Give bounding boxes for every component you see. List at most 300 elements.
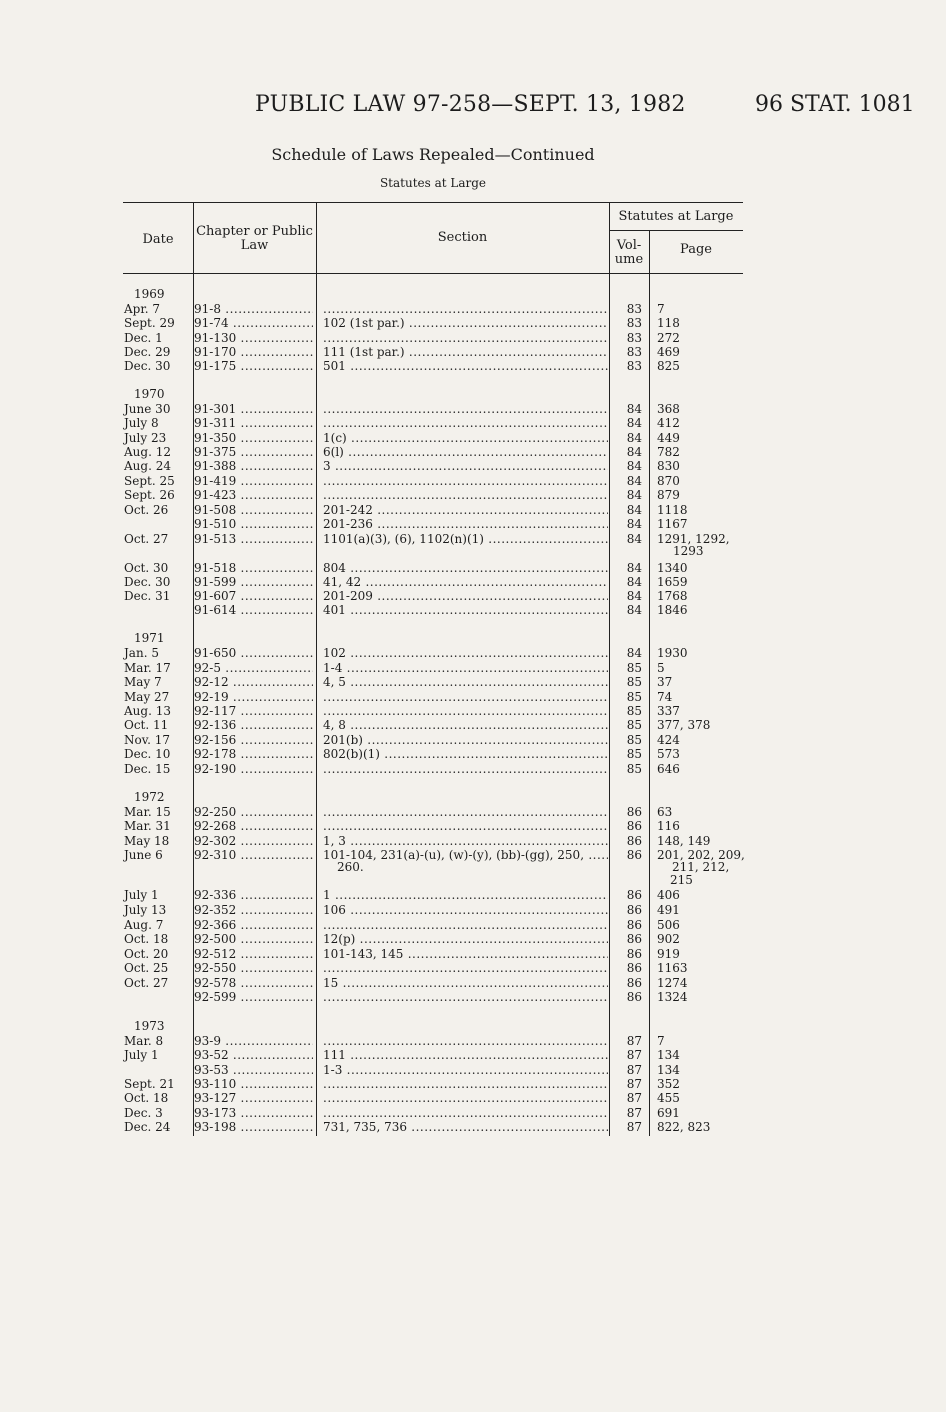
row-law: 92-578 ..... — [194, 976, 313, 990]
row-section — [323, 819, 608, 833]
table-row — [0, 718, 946, 732]
row-law: 93-52 ..... — [194, 1048, 313, 1062]
table-row — [0, 589, 946, 603]
row-section: 201-236 ..... — [323, 517, 608, 531]
row-section: 12(p) ..... — [323, 932, 608, 946]
row-section: 102 ..... — [323, 646, 608, 660]
col-section-header: Section — [437, 230, 488, 245]
row-volume: 86 — [626, 903, 642, 917]
row-page: 1340 — [657, 561, 688, 575]
row-law: 92-5 ..... — [194, 661, 313, 675]
row-volume: 84 — [626, 416, 642, 430]
table-row — [0, 431, 946, 445]
row-date: Sept. 25 — [124, 474, 175, 488]
row-section: 4, 5 ..... — [323, 675, 608, 689]
row-section: 41, 42 ..... — [323, 575, 608, 589]
table-row — [0, 918, 946, 932]
table-row — [0, 888, 946, 902]
row-law: 91-311 ..... — [194, 416, 313, 430]
table-row — [0, 733, 946, 747]
row-date: Dec. 1 — [124, 331, 163, 345]
row-volume: 85 — [626, 704, 642, 718]
row-date: Aug. 13 — [124, 704, 171, 718]
row-law: 91-350 ..... — [194, 431, 313, 445]
row-page: 424 — [657, 733, 680, 747]
row-page: 902 — [657, 932, 680, 946]
row-section — [323, 1091, 608, 1105]
row-law: 91-375 ..... — [194, 445, 313, 459]
row-law: 93-198 ..... — [194, 1120, 313, 1134]
row-page: 1167 — [657, 517, 688, 531]
row-law: 91-650 ..... — [194, 646, 313, 660]
row-section — [323, 331, 608, 345]
row-page: 822, 823 — [657, 1120, 711, 1134]
page-header-title: PUBLIC LAW 97-258—SEPT. 13, 1982 — [255, 92, 686, 117]
schedule-title: Schedule of Laws Repealed—Continued — [271, 145, 595, 164]
row-section: 201-242 ..... — [323, 503, 608, 517]
col-date-header: Date — [142, 232, 174, 247]
table-row — [0, 1034, 946, 1048]
row-page: 134 — [657, 1063, 680, 1077]
row-law: 93-110 ..... — [194, 1077, 313, 1091]
row-date: May 18 — [124, 834, 170, 848]
row-volume: 84 — [626, 402, 642, 416]
row-section — [323, 1077, 608, 1091]
row-page: 1324 — [657, 990, 688, 1004]
table-row — [0, 961, 946, 975]
page-header-stat: 96 STAT. 1081 — [755, 92, 915, 117]
table-row — [0, 834, 946, 848]
col-chapter-header — [193, 225, 316, 253]
row-date: June 30 — [124, 402, 171, 416]
row-date: Oct. 26 — [124, 503, 169, 517]
row-page: 1768 — [657, 589, 688, 603]
row-date: June 6 — [124, 848, 163, 862]
row-date: Sept. 21 — [124, 1077, 175, 1091]
table-row — [0, 575, 946, 589]
table-row — [0, 488, 946, 502]
row-page: 1846 — [657, 603, 688, 617]
row-volume: 84 — [626, 459, 642, 473]
row-law: 91-130 ..... — [194, 331, 313, 345]
year-heading: 1973 — [134, 1019, 165, 1033]
row-page-line: 215 — [670, 873, 693, 887]
row-date: Jan. 5 — [124, 646, 159, 660]
row-date: Mar. 17 — [124, 661, 171, 675]
row-section — [323, 762, 608, 776]
row-law: 91-419 ..... — [194, 474, 313, 488]
table-row — [0, 990, 946, 1004]
row-law: 92-310 ..... — [194, 848, 313, 862]
table-row — [0, 1120, 946, 1134]
row-section: 401 ..... — [323, 603, 608, 617]
row-volume: 83 — [626, 345, 642, 359]
row-section: 15 ..... — [323, 976, 608, 990]
table-row — [0, 848, 946, 862]
table-row — [0, 747, 946, 761]
row-volume: 84 — [626, 575, 642, 589]
row-law: 91-614 ..... — [194, 603, 313, 617]
row-page: 491 — [657, 903, 680, 917]
row-law: 92-178 ..... — [194, 747, 313, 761]
row-date: July 13 — [124, 903, 167, 917]
col-volume-line2: ume — [614, 252, 644, 267]
table-row — [0, 819, 946, 833]
row-law: 92-550 ..... — [194, 961, 313, 975]
row-section: 1-4 ..... — [323, 661, 608, 675]
row-page: 412 — [657, 416, 680, 430]
row-volume: 85 — [626, 747, 642, 761]
col-volume-line1: Vol- — [616, 238, 642, 253]
row-volume: 87 — [626, 1034, 642, 1048]
row-law: 91-508 ..... — [194, 503, 313, 517]
row-law: 92-336 ..... — [194, 888, 313, 902]
table-row — [0, 932, 946, 946]
row-page: 506 — [657, 918, 680, 932]
row-date: Oct. 18 — [124, 932, 169, 946]
row-volume: 85 — [626, 718, 642, 732]
row-volume: 86 — [626, 848, 642, 862]
row-law: 91-607 ..... — [194, 589, 313, 603]
row-law: 92-512 ..... — [194, 947, 313, 961]
row-section: 804 ..... — [323, 561, 608, 575]
year-heading: 1970 — [134, 387, 165, 401]
table-row — [0, 1063, 946, 1077]
row-section — [323, 474, 608, 488]
row-page: 37 — [657, 675, 673, 689]
table-row — [0, 903, 946, 917]
row-date: Oct. 18 — [124, 1091, 169, 1105]
row-date: Dec. 31 — [124, 589, 171, 603]
row-volume: 86 — [626, 932, 642, 946]
row-volume: 84 — [626, 488, 642, 502]
row-page: 825 — [657, 359, 680, 373]
row-section — [323, 1106, 608, 1120]
row-page: 879 — [657, 488, 680, 502]
row-law: 91-388 ..... — [194, 459, 313, 473]
row-law: 92-190 ..... — [194, 762, 313, 776]
row-page: 469 — [657, 345, 680, 359]
col-statutes-header: Statutes at Large — [618, 209, 734, 224]
row-volume: 83 — [626, 331, 642, 345]
row-page: 782 — [657, 445, 680, 459]
col-volume-header — [609, 239, 649, 267]
row-page: 1659 — [657, 575, 688, 589]
row-section — [323, 402, 608, 416]
row-section — [323, 690, 608, 704]
row-page: 1291, 1292, — [657, 532, 730, 546]
row-date: Apr. 7 — [124, 302, 161, 316]
row-volume: 86 — [626, 976, 642, 990]
row-section: 201-209 ..... — [323, 589, 608, 603]
row-section — [323, 704, 608, 718]
row-section: 6(l) ..... — [323, 445, 608, 459]
row-law: 91-510 ..... — [194, 517, 313, 531]
row-date: Aug. 7 — [124, 918, 164, 932]
row-volume: 84 — [626, 561, 642, 575]
table-row — [0, 661, 946, 675]
col-page-header: Page — [680, 242, 712, 257]
row-volume: 86 — [626, 990, 642, 1004]
row-page: 870 — [657, 474, 680, 488]
row-date: Dec. 30 — [124, 359, 171, 373]
row-law: 93-173 ..... — [194, 1106, 313, 1120]
row-law: 92-500 ..... — [194, 932, 313, 946]
row-date: Dec. 10 — [124, 747, 171, 761]
year-heading: 1971 — [134, 631, 165, 645]
row-section: 111 (1st par.) ..... — [323, 345, 608, 359]
row-date: Aug. 24 — [124, 459, 171, 473]
table-row — [0, 459, 946, 473]
table-row — [0, 532, 946, 546]
row-date: Mar. 31 — [124, 819, 171, 833]
row-section: 3 ..... — [323, 459, 608, 473]
row-section: 1101(a)(3), (6), 1102(n)(1) ..... — [323, 532, 608, 546]
table-row — [0, 976, 946, 990]
row-law: 91-599 ..... — [194, 575, 313, 589]
row-page: 830 — [657, 459, 680, 473]
row-law: 92-599 ..... — [194, 990, 313, 1004]
row-section: 111 ..... — [323, 1048, 608, 1062]
row-law: 91-513 ..... — [194, 532, 313, 546]
row-volume: 87 — [626, 1063, 642, 1077]
row-law: 92-117 ..... — [194, 704, 313, 718]
row-section: 4, 8 ..... — [323, 718, 608, 732]
row-page: 7 — [657, 302, 665, 316]
row-date: Oct. 30 — [124, 561, 169, 575]
year-heading: 1972 — [134, 790, 165, 804]
row-volume: 86 — [626, 834, 642, 848]
row-page: 377, 378 — [657, 718, 711, 732]
row-law: 92-366 ..... — [194, 918, 313, 932]
row-page: 63 — [657, 805, 673, 819]
row-law: 93-9 ..... — [194, 1034, 313, 1048]
row-date: Oct. 25 — [124, 961, 169, 975]
row-law: 92-352 ..... — [194, 903, 313, 917]
row-page: 919 — [657, 947, 680, 961]
schedule-subtitle: Statutes at Large — [379, 176, 487, 190]
year-heading: 1969 — [134, 287, 165, 301]
table-row — [0, 359, 946, 373]
row-section — [323, 805, 608, 819]
row-volume: 85 — [626, 675, 642, 689]
row-law: 93-127 ..... — [194, 1091, 313, 1105]
row-volume: 84 — [626, 589, 642, 603]
row-volume: 86 — [626, 888, 642, 902]
row-volume: 86 — [626, 918, 642, 932]
row-section: 1 ..... — [323, 888, 608, 902]
row-section — [323, 918, 608, 932]
row-section: 1, 3 ..... — [323, 834, 608, 848]
row-volume: 87 — [626, 1077, 642, 1091]
row-page: 449 — [657, 431, 680, 445]
row-law: 92-156 ..... — [194, 733, 313, 747]
row-page: 118 — [657, 316, 680, 330]
table-row — [0, 316, 946, 330]
row-page: 5 — [657, 661, 665, 675]
row-volume: 87 — [626, 1091, 642, 1105]
row-section — [323, 961, 608, 975]
row-page: 272 — [657, 331, 680, 345]
row-date: Nov. 17 — [124, 733, 170, 747]
row-volume: 86 — [626, 961, 642, 975]
row-volume: 86 — [626, 805, 642, 819]
row-date: Mar. 8 — [124, 1034, 164, 1048]
row-page-line: 211, 212, — [672, 860, 730, 874]
row-law: 91-8 ..... — [194, 302, 313, 316]
row-page: 337 — [657, 704, 680, 718]
row-date: May 7 — [124, 675, 162, 689]
row-page: 7 — [657, 1034, 665, 1048]
row-page: 573 — [657, 747, 680, 761]
row-date: Dec. 30 — [124, 575, 171, 589]
row-section: 106 ..... — [323, 903, 608, 917]
table-row — [0, 503, 946, 517]
row-volume: 84 — [626, 603, 642, 617]
row-page: 1274 — [657, 976, 688, 990]
row-section-line2: 260. — [337, 860, 364, 874]
row-section — [323, 416, 608, 430]
table-row — [0, 345, 946, 359]
row-volume: 87 — [626, 1120, 642, 1134]
row-section — [323, 990, 608, 1004]
row-section: 101-104, 231(a)-(u), (w)-(y), (bb)-(gg), 250, ..... — [323, 848, 608, 862]
row-volume: 84 — [626, 431, 642, 445]
row-section — [323, 1034, 608, 1048]
row-date: Sept. 26 — [124, 488, 175, 502]
row-section — [323, 302, 608, 316]
row-date: July 8 — [124, 416, 159, 430]
row-section: 501 ..... — [323, 359, 608, 373]
row-date: July 1 — [124, 888, 159, 902]
row-page: 1118 — [657, 503, 688, 517]
row-date: Oct. 27 — [124, 976, 169, 990]
row-volume: 84 — [626, 503, 642, 517]
row-section: 1(c) ..... — [323, 431, 608, 445]
table-row — [0, 675, 946, 689]
row-law: 91-423 ..... — [194, 488, 313, 502]
table-row — [0, 805, 946, 819]
table-row — [0, 445, 946, 459]
table-row — [0, 517, 946, 531]
row-date: Oct. 27 — [124, 532, 169, 546]
row-volume: 84 — [626, 532, 642, 546]
row-law: 91-170 ..... — [194, 345, 313, 359]
col-chapter-line1: Chapter or Public — [196, 224, 313, 239]
table-row — [0, 1048, 946, 1062]
row-section: 201(b) ..... — [323, 733, 608, 747]
table-row — [0, 690, 946, 704]
row-page-line: 1293 — [673, 544, 704, 558]
row-date: Dec. 3 — [124, 1106, 163, 1120]
row-section: 102 (1st par.) ..... — [323, 316, 608, 330]
row-page: 1163 — [657, 961, 688, 975]
table-row — [0, 1106, 946, 1120]
table-row — [0, 1077, 946, 1091]
row-law: 92-19 ..... — [194, 690, 313, 704]
table-row — [0, 947, 946, 961]
row-date: July 23 — [124, 431, 167, 445]
table-row — [0, 762, 946, 776]
row-volume: 84 — [626, 445, 642, 459]
row-volume: 84 — [626, 474, 642, 488]
row-date: Mar. 15 — [124, 805, 171, 819]
row-page: 201, 202, 209, — [657, 848, 745, 862]
row-date: Sept. 29 — [124, 316, 175, 330]
table-header — [123, 202, 743, 274]
row-page: 646 — [657, 762, 680, 776]
row-law: 92-12 ..... — [194, 675, 313, 689]
row-date: Dec. 24 — [124, 1120, 171, 1134]
row-page: 406 — [657, 888, 680, 902]
row-section — [323, 488, 608, 502]
row-page: 691 — [657, 1106, 680, 1120]
row-page: 134 — [657, 1048, 680, 1062]
row-volume: 85 — [626, 733, 642, 747]
row-page: 352 — [657, 1077, 680, 1091]
row-volume: 86 — [626, 947, 642, 961]
row-section: 1-3 ..... — [323, 1063, 608, 1077]
table-row — [0, 646, 946, 660]
row-law: 91-518 ..... — [194, 561, 313, 575]
table-row — [0, 1091, 946, 1105]
row-law: 93-53 ..... — [194, 1063, 313, 1077]
table-row — [0, 474, 946, 488]
row-date: Oct. 20 — [124, 947, 169, 961]
row-volume: 83 — [626, 316, 642, 330]
row-volume: 84 — [626, 517, 642, 531]
row-page: 148, 149 — [657, 834, 711, 848]
row-volume: 85 — [626, 762, 642, 776]
table-row — [0, 402, 946, 416]
row-date: May 27 — [124, 690, 170, 704]
row-section: 101-143, 145 ..... — [323, 947, 608, 961]
row-law: 92-302 ..... — [194, 834, 313, 848]
row-section: 802(b)(1) ..... — [323, 747, 608, 761]
row-date: Dec. 29 — [124, 345, 171, 359]
row-volume: 85 — [626, 661, 642, 675]
table-row — [0, 302, 946, 316]
row-volume: 84 — [626, 646, 642, 660]
row-law: 92-250 ..... — [194, 805, 313, 819]
table-row — [0, 561, 946, 575]
row-page: 74 — [657, 690, 673, 704]
row-page: 1930 — [657, 646, 688, 660]
table-row — [0, 331, 946, 345]
row-volume: 85 — [626, 690, 642, 704]
table-row — [0, 603, 946, 617]
table-row — [0, 704, 946, 718]
row-page: 455 — [657, 1091, 680, 1105]
row-date: July 1 — [124, 1048, 159, 1062]
col-chapter-line2: Law — [240, 238, 269, 253]
row-volume: 87 — [626, 1048, 642, 1062]
row-law: 91-175 ..... — [194, 359, 313, 373]
row-volume: 87 — [626, 1106, 642, 1120]
row-section: 731, 735, 736 ..... — [323, 1120, 608, 1134]
row-date: Oct. 11 — [124, 718, 169, 732]
row-date: Dec. 15 — [124, 762, 171, 776]
row-volume: 83 — [626, 302, 642, 316]
row-volume: 83 — [626, 359, 642, 373]
row-page: 116 — [657, 819, 680, 833]
table-row — [0, 416, 946, 430]
row-volume: 86 — [626, 819, 642, 833]
row-page: 368 — [657, 402, 680, 416]
row-law: 91-74 ..... — [194, 316, 313, 330]
row-law: 92-268 ..... — [194, 819, 313, 833]
row-date: Aug. 12 — [124, 445, 171, 459]
